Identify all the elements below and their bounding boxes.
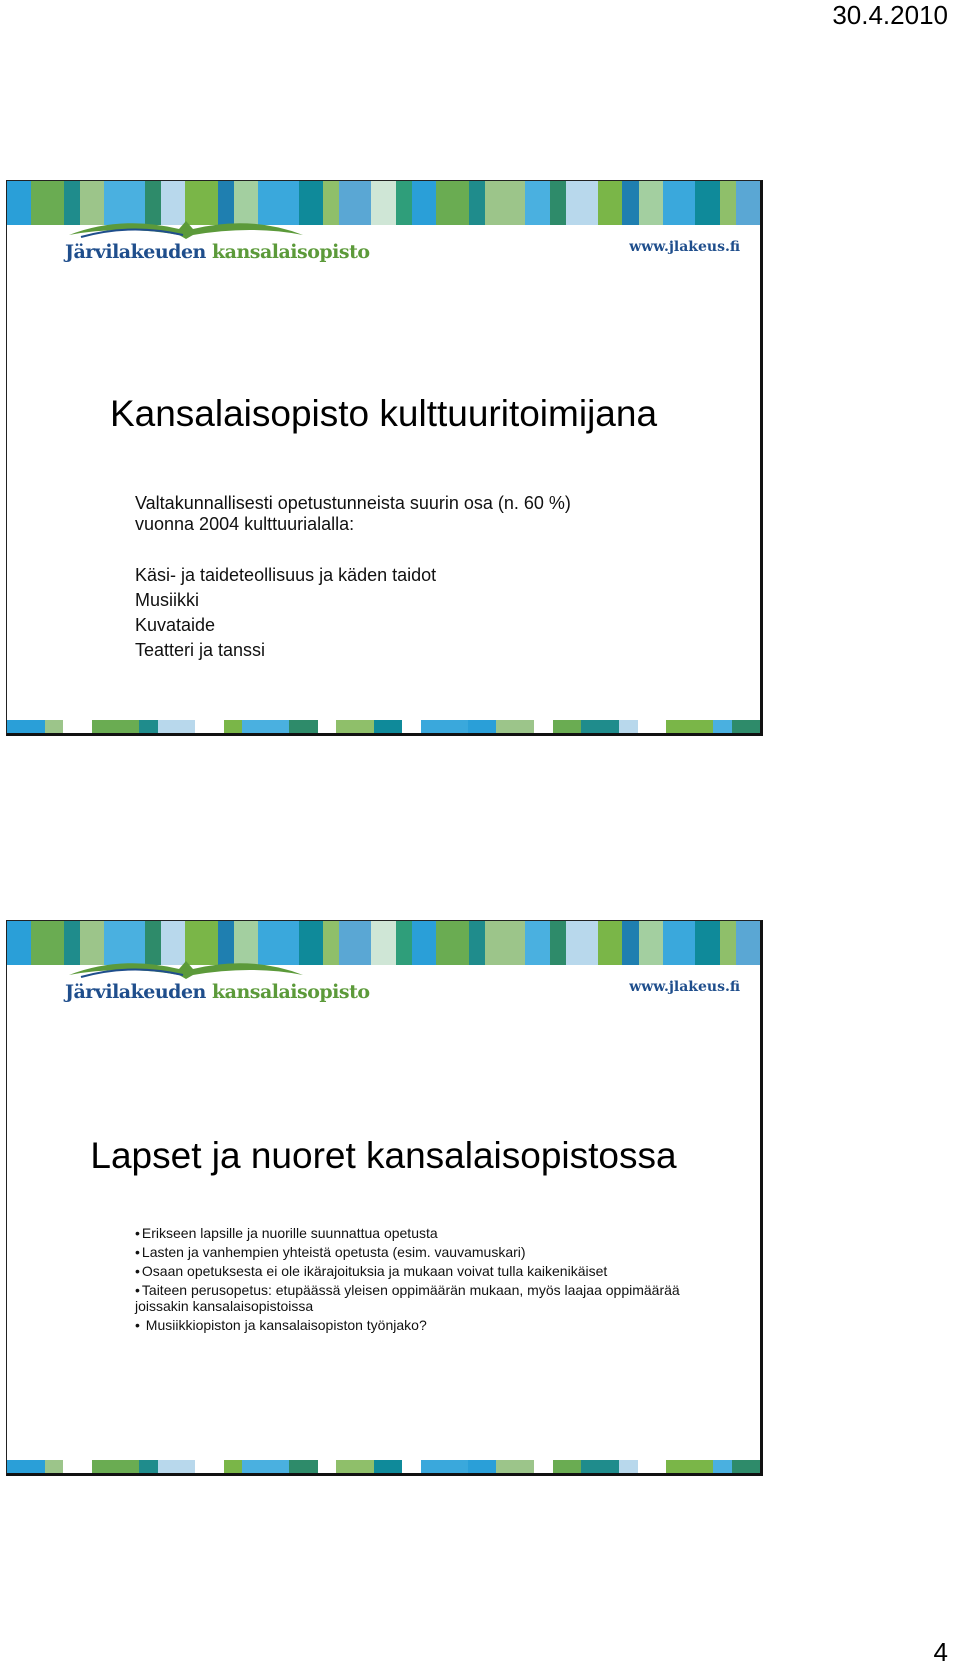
website-url: www.jlakeus.fi (629, 979, 740, 995)
stripe-segment (396, 921, 412, 965)
org-name-part2: kansalaisopisto (211, 981, 370, 1003)
stripe-segment (339, 181, 371, 225)
stripe-segment (732, 1460, 760, 1473)
stripe-segment (224, 720, 243, 733)
stripe-segment (663, 921, 695, 965)
stripe-segment (695, 921, 719, 965)
stripe-segment (402, 1460, 421, 1473)
stripe-segment (534, 1460, 553, 1473)
org-name (65, 981, 370, 1003)
book-logo-icon (61, 951, 311, 981)
stripe-segment (374, 1460, 402, 1473)
stripe-segment (496, 720, 534, 733)
stripe-segment (374, 720, 402, 733)
stripe-segment (663, 181, 695, 225)
stripe-segment (318, 720, 337, 733)
org-logo (61, 951, 370, 1011)
stripe-segment (396, 181, 412, 225)
stripe-segment (638, 1460, 666, 1473)
stripe-segment (402, 720, 421, 733)
stripe-segment (158, 1460, 196, 1473)
stripe-segment (598, 921, 622, 965)
bullet-text: Erikseen lapsille ja nuorille suunnattua opetusta (141, 1225, 438, 1241)
stripe-segment (496, 1460, 534, 1473)
slide-title: Kansalaisopisto kulttuuritoimijana (109, 393, 658, 434)
stripe-segment (566, 921, 598, 965)
list-item (135, 1317, 695, 1333)
stripe-segment (323, 921, 339, 965)
bottom-color-stripe (7, 720, 760, 733)
stripe-segment (732, 720, 760, 733)
stripe-segment (139, 1460, 158, 1473)
org-name-part1: Järvilakeuden (65, 241, 206, 263)
stripe-segment (31, 921, 63, 965)
list-item: Kuvataide (135, 615, 216, 635)
stripe-segment (7, 720, 45, 733)
stripe-segment (323, 181, 339, 225)
org-name-part1: Järvilakeuden (65, 981, 206, 1003)
stripe-segment (412, 181, 436, 225)
stripe-segment (553, 720, 581, 733)
bullet-text: Musiikkiopiston ja kansalaisopiston työnjako? (141, 1317, 427, 1333)
list-item: Musiikki (135, 590, 200, 610)
stripe-segment (622, 921, 638, 965)
page-date: 30.4.2010 (832, 0, 948, 30)
stripe-segment (468, 720, 496, 733)
stripe-segment (619, 720, 638, 733)
stripe-segment (619, 1460, 638, 1473)
stripe-segment (242, 720, 289, 733)
page-number: 4 (933, 1637, 948, 1667)
list-item (135, 1263, 695, 1279)
list-item: Käsi- ja taideteollisuus ja käden taidot (135, 565, 437, 585)
stripe-segment (45, 1460, 64, 1473)
book-logo-icon (61, 211, 311, 241)
stripe-segment (336, 1460, 374, 1473)
bullet-text: Lasten ja vanhempien yhteistä opetusta (esim. vauvamuskari) (141, 1244, 526, 1260)
stripe-segment (713, 1460, 732, 1473)
intro-text (135, 493, 695, 535)
stripe-segment (553, 1460, 581, 1473)
stripe-segment (485, 181, 525, 225)
stripe-segment (639, 181, 663, 225)
stripe-segment (639, 921, 663, 965)
bullet-marker: • (135, 1282, 140, 1298)
bullet-marker: • (135, 1225, 140, 1241)
stripe-segment (242, 1460, 289, 1473)
stripe-segment (195, 720, 223, 733)
stripe-segment (550, 921, 566, 965)
stripe-segment (638, 720, 666, 733)
list-item (135, 1244, 695, 1260)
slide-2 (6, 920, 763, 1476)
stripe-segment (7, 921, 31, 965)
stripe-segment (92, 720, 139, 733)
stripe-segment (371, 181, 395, 225)
stripe-segment (45, 720, 64, 733)
topic-list (135, 563, 436, 663)
slide-1 (6, 180, 763, 736)
stripe-segment (581, 720, 619, 733)
stripe-segment (485, 921, 525, 965)
bullet-marker: • (135, 1244, 140, 1260)
intro-line: Valtakunnallisesti opetustunneista suurin osa (n. 60 %) (135, 493, 571, 513)
org-name-part2: kansalaisopisto (211, 241, 370, 263)
list-item (135, 1225, 695, 1241)
stripe-segment (436, 181, 468, 225)
org-name (65, 241, 370, 263)
bullet-text: Taiteen perusopetus: etupäässä yleisen oppimäärän mukaan, myös laajaa oppimäärää joissakin kansalaisopistoissa (135, 1282, 680, 1314)
stripe-segment (713, 720, 732, 733)
stripe-segment (695, 181, 719, 225)
bottom-color-stripe (7, 1460, 760, 1473)
list-item: Teatteri ja tanssi (135, 640, 266, 660)
stripe-segment (720, 921, 736, 965)
stripe-segment (7, 1460, 45, 1473)
bullet-text: Osaan opetuksesta ei ole ikärajoituksia ja mukaan voivat tulla kaikenikäiset (141, 1263, 608, 1279)
stripe-segment (158, 720, 196, 733)
stripe-segment (622, 181, 638, 225)
stripe-segment (421, 720, 468, 733)
stripe-segment (436, 921, 468, 965)
stripe-segment (550, 181, 566, 225)
stripe-segment (318, 1460, 337, 1473)
stripe-segment (525, 181, 549, 225)
bullet-marker: • (135, 1317, 140, 1333)
stripe-segment (371, 921, 395, 965)
stripe-segment (534, 720, 553, 733)
stripe-segment (412, 921, 436, 965)
stripe-segment (63, 720, 91, 733)
slide-title: Lapset ja nuoret kansalaisopistossa (90, 1135, 677, 1176)
stripe-segment (566, 181, 598, 225)
stripe-segment (666, 1460, 713, 1473)
list-item (135, 1282, 695, 1314)
stripe-segment (92, 1460, 139, 1473)
stripe-segment (31, 181, 63, 225)
stripe-segment (469, 921, 485, 965)
stripe-segment (421, 1460, 468, 1473)
stripe-segment (289, 720, 317, 733)
stripe-segment (525, 921, 549, 965)
org-logo (61, 211, 370, 271)
bullet-list (135, 1225, 695, 1336)
stripe-segment (469, 181, 485, 225)
stripe-segment (598, 181, 622, 225)
stripe-segment (289, 1460, 317, 1473)
stripe-segment (720, 181, 736, 225)
stripe-segment (736, 921, 760, 965)
intro-line: vuonna 2004 kulttuurialalla: (135, 514, 355, 534)
stripe-segment (336, 720, 374, 733)
stripe-segment (468, 1460, 496, 1473)
stripe-segment (666, 720, 713, 733)
stripe-segment (139, 720, 158, 733)
stripe-segment (224, 1460, 243, 1473)
stripe-segment (63, 1460, 91, 1473)
stripe-segment (195, 1460, 223, 1473)
website-url: www.jlakeus.fi (629, 239, 740, 255)
stripe-segment (581, 1460, 619, 1473)
stripe-segment (7, 181, 31, 225)
stripe-segment (339, 921, 371, 965)
stripe-segment (736, 181, 760, 225)
bullet-marker: • (135, 1263, 140, 1279)
